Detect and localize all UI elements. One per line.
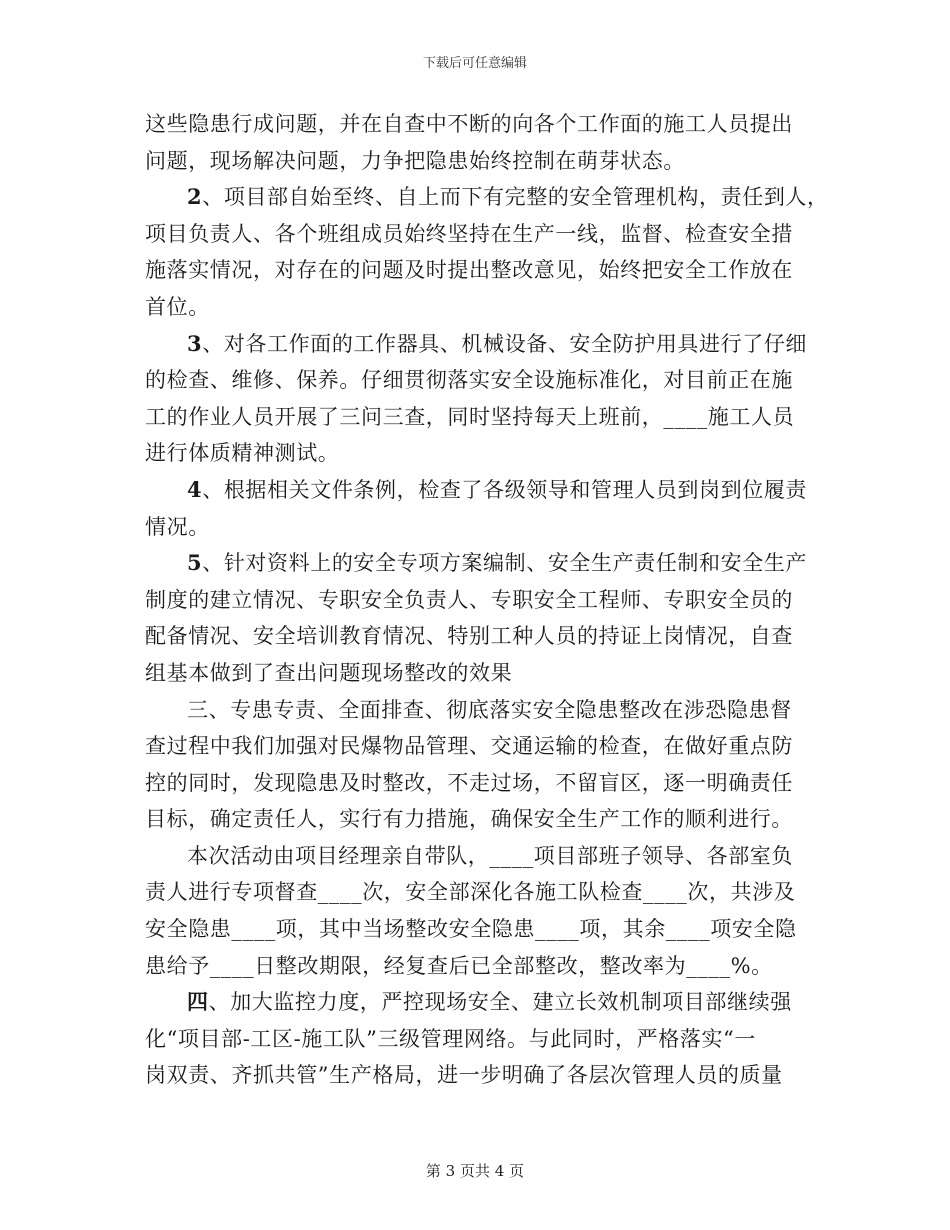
text-segment: 制度的建立情况、专职安全负责人、专职安全工程师、专职安全员的 — [145, 587, 793, 612]
text-segment: 配备情况、安全培训教育情况、特别工种人员的持证上岗情况，自查 — [145, 624, 793, 649]
text-segment: 这些隐患行成问题，并在自查中不断的向各个工作面的施工人员提出 — [145, 112, 793, 136]
text-segment: 、对各工作面的工作器具、机械设备、安全防护用具进行了仔细 — [202, 331, 808, 356]
text-line — [145, 728, 825, 765]
text-line — [145, 252, 825, 289]
section-number: 四 — [187, 989, 209, 1015]
text-line — [145, 582, 825, 619]
text-line — [145, 179, 829, 216]
text-segment: 查过程中我们加强对民爆物品管理、交通运输的检查，在做好重点防 — [145, 734, 793, 759]
text-segment: 施落实情况，对存在的问题及时提出整改意见，始终把安全工作放在 — [145, 258, 793, 283]
text-segment: 责人进行专项督查____次，安全部深化各施工队检查____次，共涉及 — [145, 880, 796, 905]
text-segment: 、根据相关文件条例，检查了各级领导和管理人员到岗到位履责 — [202, 477, 808, 502]
text-segment: 岗双责、齐抓共管”生产格局，进一步明确了各层次管理人员的质量 — [145, 1063, 783, 1088]
text-line — [145, 618, 825, 655]
text-segment: 化“项目部-工区-施工队”三级管理网络。与此同时，严格落实“一 — [145, 1026, 756, 1051]
text-line — [145, 143, 825, 180]
section-number: 5 — [187, 550, 203, 576]
text-line — [145, 399, 825, 436]
text-segment: 、加大监控力度，严控现场安全、建立长效机制项目部继续强 — [208, 990, 792, 1015]
section-number: 4 — [187, 476, 203, 502]
text-segment: 情况。 — [145, 514, 210, 539]
text-segment: 、项目部自始至终、自上而下有完整的安全管理机构，责任到人， — [202, 185, 829, 210]
text-segment: 本次活动由项目经理亲自带队，____项目部班子领导、各部室负 — [187, 843, 793, 868]
text-segment: 患给予____日整改期限，经复查后已全部整改，整改率为____%。 — [145, 953, 773, 978]
text-segment: 进行体质精神测试。 — [145, 441, 340, 466]
text-segment: 目标，确定责任人，实行有力措施，确保安全生产工作的顺利进行。 — [145, 807, 793, 832]
text-line — [145, 435, 825, 472]
text-line — [145, 509, 825, 546]
text-line — [145, 216, 825, 253]
text-segment: 项目负责人、各个班组成员始终坚持在生产一线，监督、检查安全措 — [145, 221, 793, 246]
text-segment: 问题，现场解决问题，力争把隐患始终控制在萌芽状态。 — [145, 148, 685, 173]
text-line — [145, 289, 825, 326]
document-body — [145, 106, 829, 1094]
text-line — [145, 655, 825, 692]
text-line — [145, 1057, 825, 1094]
text-line — [145, 106, 825, 143]
page-header: 下载后可任意编辑 — [422, 56, 527, 71]
text-line — [145, 948, 825, 985]
text-line — [145, 1021, 825, 1058]
section-number: 2 — [187, 184, 203, 210]
text-line — [145, 911, 825, 948]
text-segment: 首位。 — [145, 294, 210, 319]
text-segment: 控的同时，发现隐患及时整改，不走过场，不留盲区，逐一明确责任 — [145, 770, 793, 795]
text-segment: 工的作业人员开展了三问三查，同时坚持每天上班前，____施工人员 — [145, 404, 795, 429]
text-line — [145, 838, 825, 875]
text-line — [145, 801, 825, 838]
text-line — [145, 326, 825, 363]
text-segment: 组基本做到了查出问题现场整改的效果 — [145, 660, 513, 685]
text-line — [145, 984, 825, 1021]
text-segment: 的检查、维修、保养。仔细贯彻落实安全设施标准化，对目前正在施 — [145, 368, 793, 393]
text-segment: 安全隐患____项，其中当场整改安全隐患____项，其余____项安全隐 — [145, 917, 797, 942]
text-line — [145, 692, 825, 729]
page-footer: 第 3 页共 4 页 — [425, 1162, 525, 1180]
text-line — [145, 545, 825, 582]
text-line — [145, 472, 825, 509]
text-segment: 、针对资料上的安全专项方案编制、安全生产责任制和安全生产 — [202, 551, 808, 576]
text-segment: 三、专患专责、全面排查、彻底落实安全隐患整改在涉恐隐患督 — [187, 697, 792, 722]
section-number: 3 — [187, 330, 203, 356]
text-line — [145, 362, 825, 399]
text-line — [145, 874, 825, 911]
text-line — [145, 765, 825, 802]
